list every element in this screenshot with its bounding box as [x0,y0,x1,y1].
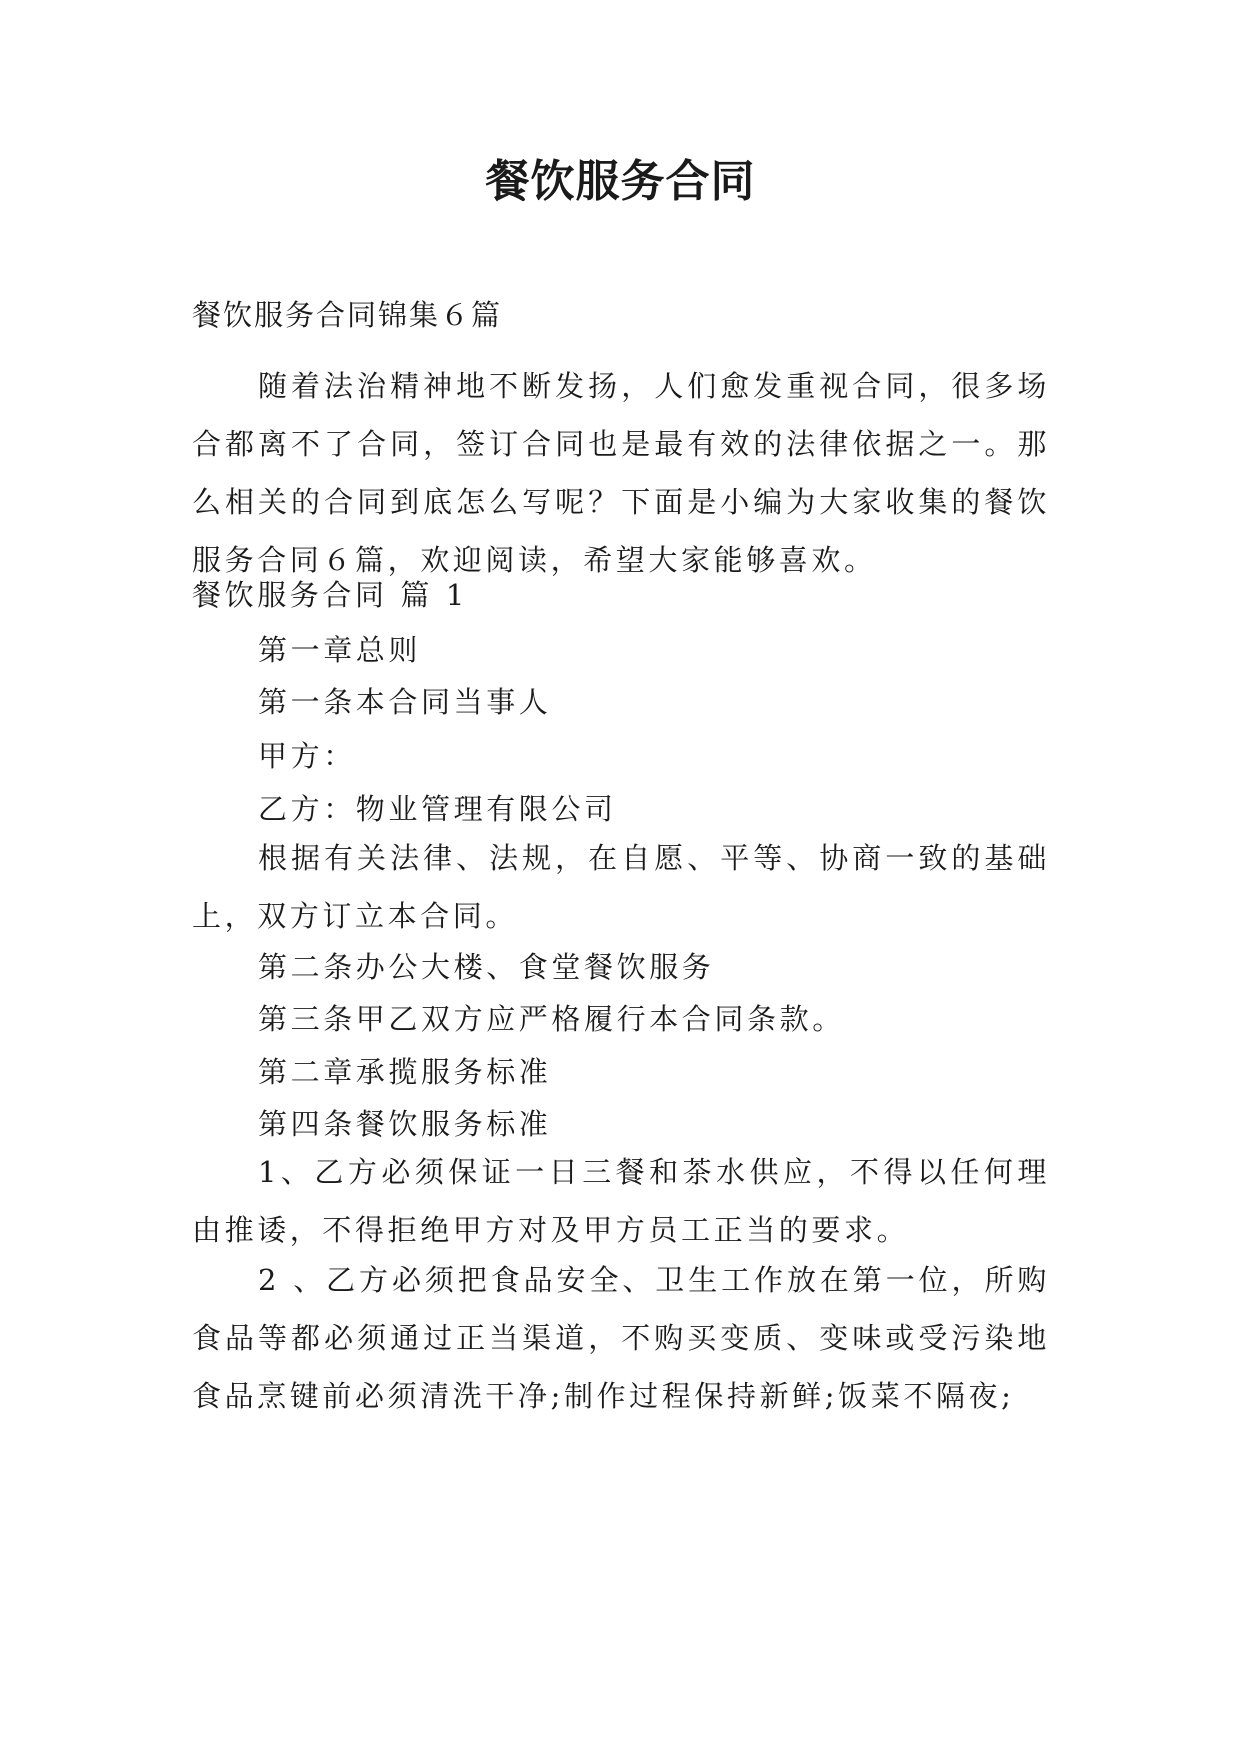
article-heading: 第三条甲乙双方应严格履行本合同条款。 [258,1002,845,1036]
article-heading: 第四条餐饮服务标准 [258,1107,552,1141]
chapter-heading: 第一章总则 [258,633,422,667]
party-b-line: 乙方：物业管理有限公司 [258,792,617,826]
party-a-line: 甲方： [258,739,356,773]
item-paragraph: 2 、乙方必须把食品安全、卫生工作放在第一位，所购食品等都必须通过正当渠道，不购买变质、变味或受污染地食品烹键前必须清洗干净;制作过程保持新鲜;饭菜不隔夜; [192,1263,1050,1413]
basis-paragraph: 根据有关法律、法规，在自愿、平等、协商一致的基础上，双方订立本合同。 [192,841,1050,933]
intro-paragraph: 随着法治精神地不断发扬，人们愈发重视合同，很多场合都离不了合同，签订合同也是最有效的法律依据之一。那么相关的合同到底怎么写呢？下面是小编为大家收集的餐饮服务合同６篇，欢迎阅读，希望大家能够喜欢。 [192,369,1050,577]
article-heading: 第一条本合同当事人 [258,685,552,719]
document-title: 餐饮服务合同 [485,156,756,207]
item-paragraph: 1、乙方必须保证一日三餐和茶水供应，不得以任何理由推诿，不得拒绝甲方对及甲方员工正当的要求。 [192,1155,1050,1247]
section-heading: 餐饮服务合同 篇 1 [192,578,468,612]
document-subtitle: 餐饮服务合同锦集６篇 [192,298,503,332]
chapter-heading: 第二章承揽服务标准 [258,1055,552,1089]
article-heading: 第二条办公大楼、食堂餐饮服务 [258,950,715,984]
